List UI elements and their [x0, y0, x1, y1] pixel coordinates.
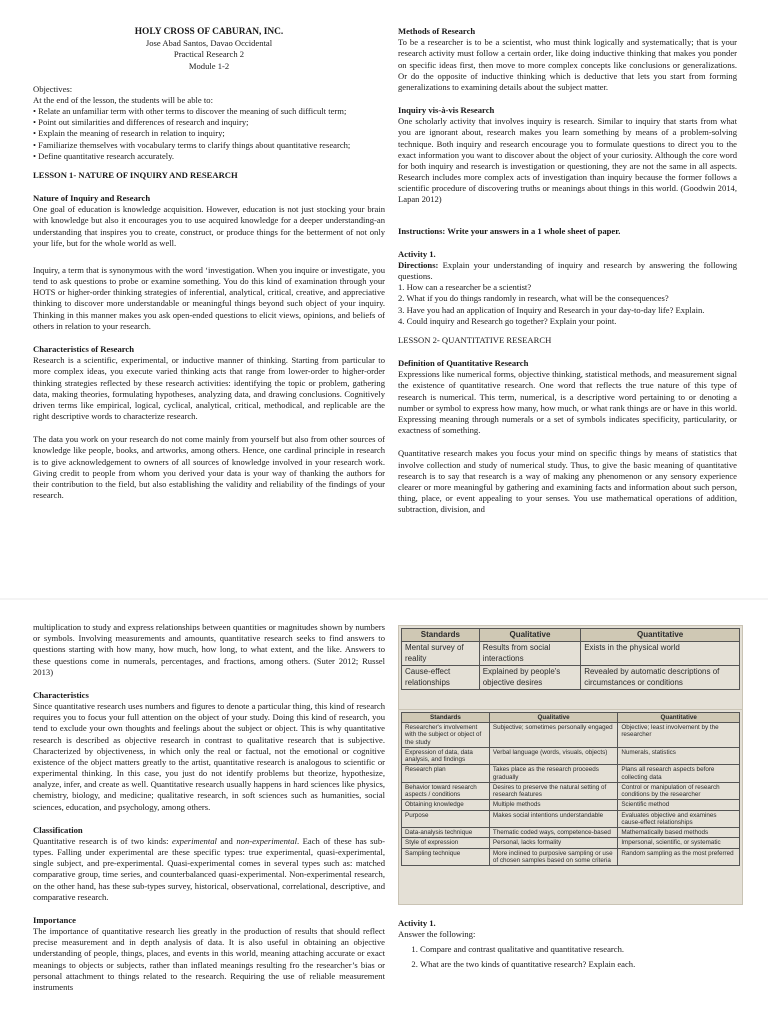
objective-item: • Explain the meaning of research in relation to inquiry;: [33, 128, 385, 139]
table-header: Standards: [402, 629, 480, 642]
comparison-table-photo-2: [398, 709, 743, 905]
right-column-1: [398, 26, 737, 515]
table-cell: Plans all research aspects before collecting data: [618, 765, 740, 782]
classification-term: experimental: [172, 835, 217, 846]
classification-paragraph: [33, 836, 385, 903]
table-cell: Personal, lacks formality: [489, 838, 617, 848]
table-cell: Multiple methods: [489, 800, 617, 810]
table-header: Quantitative: [618, 713, 740, 723]
nature-paragraph-1: One goal of education is knowledge acquisition. However, education is not just stocking your brain with knowledge but also it encourages you to use acquired knowledge for a deeper understanding-an understanding that inspires you to create, construct, or produce things for the betterment of not only your life, but for the whole world as well.: [33, 204, 385, 248]
activity2-question: 2. What are the two kinds of quantitative research? Explain each.: [420, 959, 737, 970]
table-row: [402, 828, 740, 838]
activity2-questions: [398, 944, 737, 969]
module-page-2: [0, 600, 768, 1024]
table-cell: Numerals, statistics: [618, 747, 740, 764]
activity2-title: Activity 1.: [398, 918, 436, 928]
table-cell: Mathematically based methods: [618, 828, 740, 838]
table-cell: Explained by people's objective desires: [479, 666, 580, 690]
methods-heading: Methods of Research: [398, 26, 476, 36]
activity1-question: 4. Could inquiry and Research go together? Explain your point.: [398, 315, 617, 326]
table-cell: Exists in the physical world: [581, 642, 740, 666]
methods-paragraph: To be a researcher is to be a scientist, who must think logically and systematically; that is your research activity must follow a certain order, like doing inductive thinking that makes you ponder on specific ideas first, then move to more complex concepts like conclusions or generalizations. Or do the opposite of inductive thinking which is deductive that lets you start from forming generalizations to examining details about the subject matter.: [398, 37, 737, 92]
objective-item: • Familiarize themselves with vocabulary terms to clarify things about quantitative research;: [33, 140, 385, 151]
objective-item: • Point out similarities and differences of research and inquiry;: [33, 117, 385, 128]
table-row: [402, 838, 740, 848]
left-column-2: [33, 622, 385, 993]
table-row: [402, 642, 740, 666]
characteristics-paragraph-2: The data you work on your research do not come mainly from yourself but also from other sources of knowledge like people, books, and artworks, among others. Hence, one cardinal principle in research is to give acknowledgement to owners of all sources of knowledge involved in your research work. Giving credit to people from whom you derived your data is your way of thanking the authors for their contribution to the field, but also establishing the validity and reliability of the findings of your research.: [33, 434, 385, 501]
table-cell: Verbal language (words, visuals, objects): [489, 747, 617, 764]
classification-text: Quantitative research is of two kinds:: [33, 835, 173, 846]
table-row: [402, 782, 740, 799]
table-cell: Mental survey of reality: [402, 642, 480, 666]
classification-heading: Classification: [33, 824, 83, 835]
table-row: [402, 765, 740, 782]
characteristics-paragraph-1: Research is a scientific, experimental, or inductive manner of thinking. Starting from particular to more complex ideas, you execute varied thinking acts that range from lower-order to higher-order thinking strategies reflected by these research activities: identifying the topic or problem, gathering data, making theories, formulating hypotheses, analyzing data, and drawing conclusions. Cognitively driven terms like empirical, logical, cyclical, analytical, critical, methodical, and replicable are the right descriptive words to characterize research.: [33, 355, 385, 422]
objectives-title: Objectives:: [33, 83, 73, 94]
table-cell: Purpose: [402, 810, 490, 827]
table-row: [402, 800, 740, 810]
table-header: Quantitative: [581, 629, 740, 642]
table-row: [402, 723, 740, 748]
table-cell: Style of expression: [402, 838, 490, 848]
directions-label: Directions:: [398, 259, 439, 270]
table-row: [402, 848, 740, 865]
school-name: HOLY CROSS OF CABURAN, INC.: [134, 27, 284, 37]
activity1-title: Activity 1.: [398, 248, 436, 259]
activity1-question: 2. What if you do things randomly in research, what will be the consequences?: [398, 293, 669, 304]
comparison-table-2: [401, 712, 740, 866]
activity1-question: 1. How can a researcher be a scientist?: [398, 282, 532, 293]
table-cell: Subjective; sometimes personally engaged: [489, 723, 617, 748]
activity1-question: 3. Have you had an application of Inquiry and Research in your day-to-day life? Explain.: [398, 304, 705, 315]
table-cell: Sampling technique: [402, 848, 490, 865]
characteristics-heading: Characteristics of Research: [33, 344, 135, 354]
table-cell: Desires to preserve the natural setting of research features: [489, 782, 617, 799]
table-cell: Makes social intentions understandable: [489, 810, 617, 827]
subject-name: Practical Research 2: [173, 49, 245, 60]
directions-text: Explain your understanding of inquiry and research by answering the following questions.: [398, 259, 737, 282]
activity1-directions: [398, 260, 737, 282]
classification-text: . Each of these has sub-types. Falling under experimental are these specific types: true experimental, quasi-experimental, single subject, and pre-experimental. Quasi-experimental comes in several types such as: matched comparative group, time series, and counterbalanced quasi-experimental. Non-experimental research, on the other hand, has these sub-types survey, historical, observational, correlational, descriptive, and comparative research.: [33, 835, 385, 902]
objective-item: • Define quantitative research accurately.: [33, 151, 385, 162]
characteristics-heading: Characteristics: [33, 689, 89, 700]
definition-paragraph-1: Expressions like numerical forms, objective thinking, statistical methods, and measurement signal the existence of quantitative research. One word that reflects the true nature of this type of research is numerical. This term, numerical, is a descriptive word pertaining to or denoting a number or symbol to express how many, how much, or what rank things are or have in this world. Expressing meaning through numerals or a set of symbols indicates specificity, particularity, or exactness of something.: [398, 369, 737, 436]
activity-section-2: [398, 918, 737, 973]
table-cell: Scientific method: [618, 800, 740, 810]
table-cell: Research plan: [402, 765, 490, 782]
school-address: Jose Abad Santos, Davao Occidental: [145, 38, 273, 49]
table-cell: Takes place as the research proceeds gradually: [489, 765, 617, 782]
comparison-table-photo-1: [398, 625, 743, 711]
objectives-intro: At the end of the lesson, the students will be able to:: [33, 94, 213, 105]
table-cell: Random sampling as the most preferred: [618, 848, 740, 865]
characteristics-paragraph: Since quantitative research uses numbers and figures to denote a particular thing, this kind of research requires you to focus your full attention on the object of your study. Doing this kind of research, you tend to exclude your own thoughts and feelings about the subject or object. This is why quantitative research is described as objective research in contrast to qualitative research that is subjective. Characterized by objectiveness, in which only the real or factual, not the emotional or cognitive existence of the object matters greatly to the artist, quantitative research is analogous to scientific or experimental thinking. In this case, you just do not identify problems but theorize, hypothesize, analyze, infer, and create as well. Quantitative research usually happens in hard sciences like physics, chemistry, biology, and medicine; qualitative research, in soft sciences such as humanities, social sciences, education, and psychology, among others.: [33, 701, 385, 812]
classification-term: non-experimental: [236, 835, 297, 846]
objective-item: • Relate an unfamiliar term with other terms to discover the meaning of such difficult term;: [33, 106, 385, 117]
classification-text: and: [216, 835, 237, 846]
left-column-1: [33, 26, 385, 501]
table-cell: Revealed by automatic descriptions of circumstances or conditions: [581, 666, 740, 690]
table-cell: Evaluates objective and examines cause-effect relationships: [618, 810, 740, 827]
table-cell: Obtaining knowledge: [402, 800, 490, 810]
activity2-question: 1. Compare and contrast qualitative and quantitative research.: [420, 944, 737, 955]
table-cell: Control or manipulation of research conditions by the researcher: [618, 782, 740, 799]
importance-paragraph: The importance of quantitative research lies greatly in the production of results that should reflect precise measurement and in depth analysis of data. It is also useful in obtaining an objective understanding of people, things, places, and events in this world, meaning attaching accurate or exact meanings to objects or subjects, rather than inflated meanings resulting fro the researcher’s bias or personal attachment to things related to the research. Requiring the use of reliable measurement instruments: [33, 926, 385, 992]
activity2-intro: Answer the following:: [398, 929, 476, 940]
table-cell: Objective; least involvement by the researcher: [618, 723, 740, 748]
table-cell: Data-analysis technique: [402, 828, 490, 838]
table-row: [402, 666, 740, 690]
table-header: Standards: [402, 713, 490, 723]
table-header: Qualitative: [479, 629, 580, 642]
definition-paragraph-3: multiplication to study and express relationships between quantities or magnitudes shown by numbers or symbols. Involving measurements and amounts, quantitative research seeks to find answers to questions starting with how many, how much, how long, to what extent, and the like. Answers to these questions come in numerals, percentages, and fractions, among others. (Suter 2012; Russel 2013): [33, 622, 385, 677]
table-row: [402, 810, 740, 827]
table-cell: Behavior toward research aspects / conditions: [402, 782, 490, 799]
nature-paragraph-2: Inquiry, a term that is synonymous with the word ‘investigation. When you inquire or investigate, you tend to ask questions to probe or examine something. You do this kind of examination through your HOTS or higher-order thinking strategies of inferential, analytical, critical, creative, and appreciative thinking to discover more understandable or meaningful things beyond such object of your inquiry. Thinking in this manner makes you ask open-ended questions to elicit views, opinions, and beliefs of others in relation to your research.: [33, 264, 385, 331]
table-header: Qualitative: [489, 713, 617, 723]
importance-heading: Importance: [33, 914, 76, 925]
module-number: Module 1-2: [188, 60, 230, 71]
table-cell: Cause-effect relationships: [402, 666, 480, 690]
table-cell: Impersonal, scientific, or systematic: [618, 838, 740, 848]
lesson2-title: LESSON 2- QUANTITATIVE RESEARCH: [398, 334, 552, 345]
definition-heading: Definition of Quantitative Research: [398, 358, 529, 369]
inquiry-vs-research-heading: Inquiry vis-à-vis Research: [398, 105, 495, 116]
table-cell: Thematic coded ways, competence-based: [489, 828, 617, 838]
instructions: Instructions: Write your answers in a 1 whole sheet of paper.: [398, 225, 621, 236]
comparison-table-1: [401, 628, 740, 690]
lesson1-title: LESSON 1- NATURE OF INQUIRY AND RESEARCH: [33, 169, 238, 180]
inquiry-vs-research-paragraph: One scholarly activity that involves inquiry is research. Similar to inquiry that starts from what you are ignorant about, research makes you learn something by means of a problem-solving technique. Both inquiry and research encourage you to formulate questions to direct you to the exact information you want to discover about the object of your curiosity. Although the core word for both inquiry and research is investigation or questioning, they are not the same in all aspects. Research includes more complex acts of investigation than inquiry because the former follows a scientific procedure of discovering truths or meanings about things in this world. (Goodwin 2014, Lapan 2012): [398, 116, 737, 205]
definition-paragraph-2: Quantitative research makes you focus your mind on specific things by means of statistics that involve collection and study of numerical study. Thus, to give the basic meaning of quantitative research is to say that research is a way of making any phenomenon or any sensory experience clearer or more meaningful by gathering and examining facts and information about such person, thing, place, or event appealing to your senses. You use mathematical operations of addition, subtraction, division, and: [398, 448, 737, 515]
table-cell: Researcher's involvement with the subject or object of the study: [402, 723, 490, 748]
table-cell: Expression of data, data analysis, and findings: [402, 747, 490, 764]
nature-heading: Nature of Inquiry and Research: [33, 193, 151, 204]
table-cell: More inclined to purposive sampling or use of chosen samples based on some criteria: [489, 848, 617, 865]
table-cell: Results from social interactions: [479, 642, 580, 666]
table-row: [402, 747, 740, 764]
